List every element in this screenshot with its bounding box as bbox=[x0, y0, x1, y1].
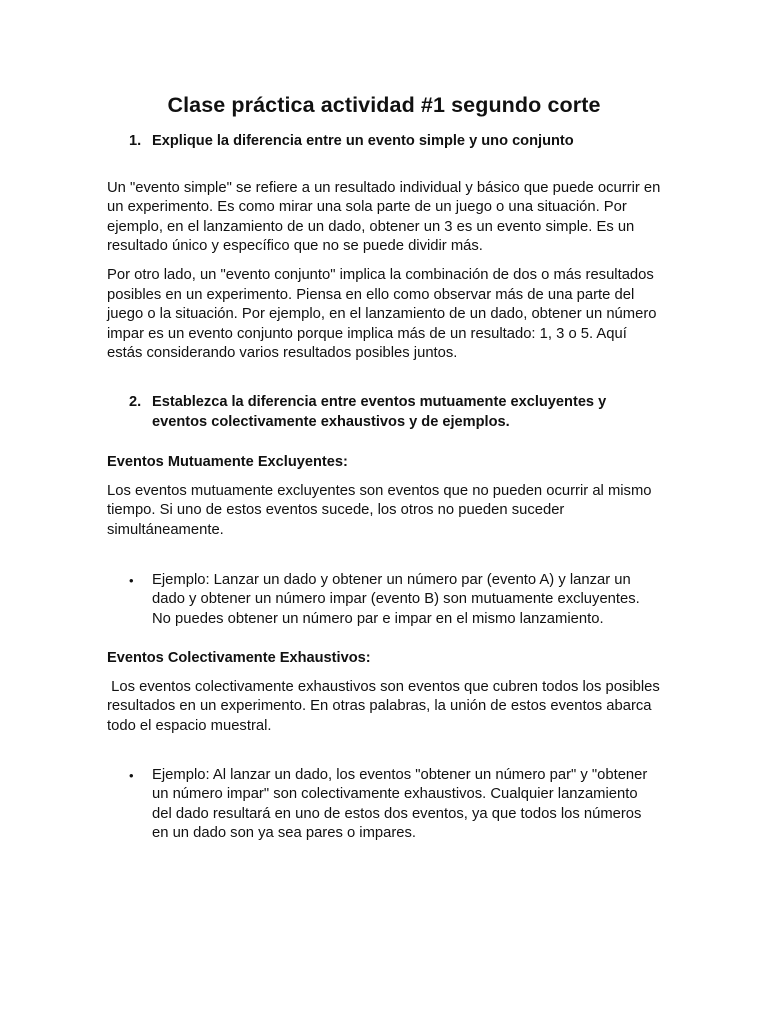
paragraph-mutually-exclusive: Los eventos mutuamente excluyentes son eventos que no pueden ocurrir al mismo tiempo. Si uno de estos eventos sucede, los otros no pueden suceder simultáneamente. bbox=[107, 482, 652, 538]
list-item-mutually-exclusive-example bbox=[107, 571, 661, 630]
list-item-collectively-exhaustive-example bbox=[107, 766, 661, 844]
example-collectively-exhaustive: Ejemplo: Al lanzar un dado, los eventos "obtener un número par" y "obtener un número impar" son colectivamente exhaustivos. Cualquier lanzamiento del dado resultará en uno de estos dos eventos, ya que todos los números en un dado son ya sea pares o impares. bbox=[152, 766, 648, 842]
question-1-number: 1. bbox=[129, 133, 142, 149]
bullet-icon: • bbox=[129, 572, 134, 588]
heading-mutually-exclusive: Eventos Mutuamente Excluyentes: bbox=[107, 454, 348, 471]
question-1-text: Explique la diferencia entre un evento simple y uno conjunto bbox=[152, 133, 574, 149]
heading-collectively-exhaustive: Eventos Colectivamente Exhaustivos: bbox=[107, 650, 371, 667]
question-2-number: 2. bbox=[129, 393, 142, 410]
question-1 bbox=[107, 132, 661, 152]
paragraph-joint-event: Por otro lado, un "evento conjunto" implica la combinación de dos o más resultados posibles en un experimento. Piensa en ello como observar más de una parte del juego o la situación. Por ejemplo, en el lanzamiento de un dado, obtener un número impar es un evento conjunto porque implica más de un resultado: 1, 3 o 5. Aquí estás considerando varios resultados posibles juntos. bbox=[107, 266, 657, 362]
question-2-text: Establezca la diferencia entre eventos mutuamente excluyentes y eventos colectivamente exhaustivos y de ejemplos. bbox=[152, 393, 607, 430]
question-2 bbox=[107, 393, 661, 432]
bullet-icon: • bbox=[129, 767, 134, 783]
page-title: Clase práctica actividad #1 segundo corte bbox=[167, 93, 601, 117]
example-mutually-exclusive: Ejemplo: Lanzar un dado y obtener un número par (evento A) y lanzar un dado y obtener un número impar (evento B) son mutuamente excluyentes. No puedes obtener un número par e impar en el mismo lanzamiento. bbox=[152, 571, 640, 627]
paragraph-collectively-exhaustive: Los eventos colectivamente exhaustivos son eventos que cubren todos los posibles resultados en un experimento. En otras palabras, la unión de estos eventos abarca todo el espacio muestral. bbox=[107, 678, 664, 735]
paragraph-simple-event: Un "evento simple" se refiere a un resultado individual y básico que puede ocurrir en un experimento. Es como mirar una sola parte de un juego o una situación. Por ejemplo, en el lanzamiento de un dado, obtener un 3 es un evento simple. Es un resultado único y específico que no se puede dividir más. bbox=[107, 179, 661, 255]
